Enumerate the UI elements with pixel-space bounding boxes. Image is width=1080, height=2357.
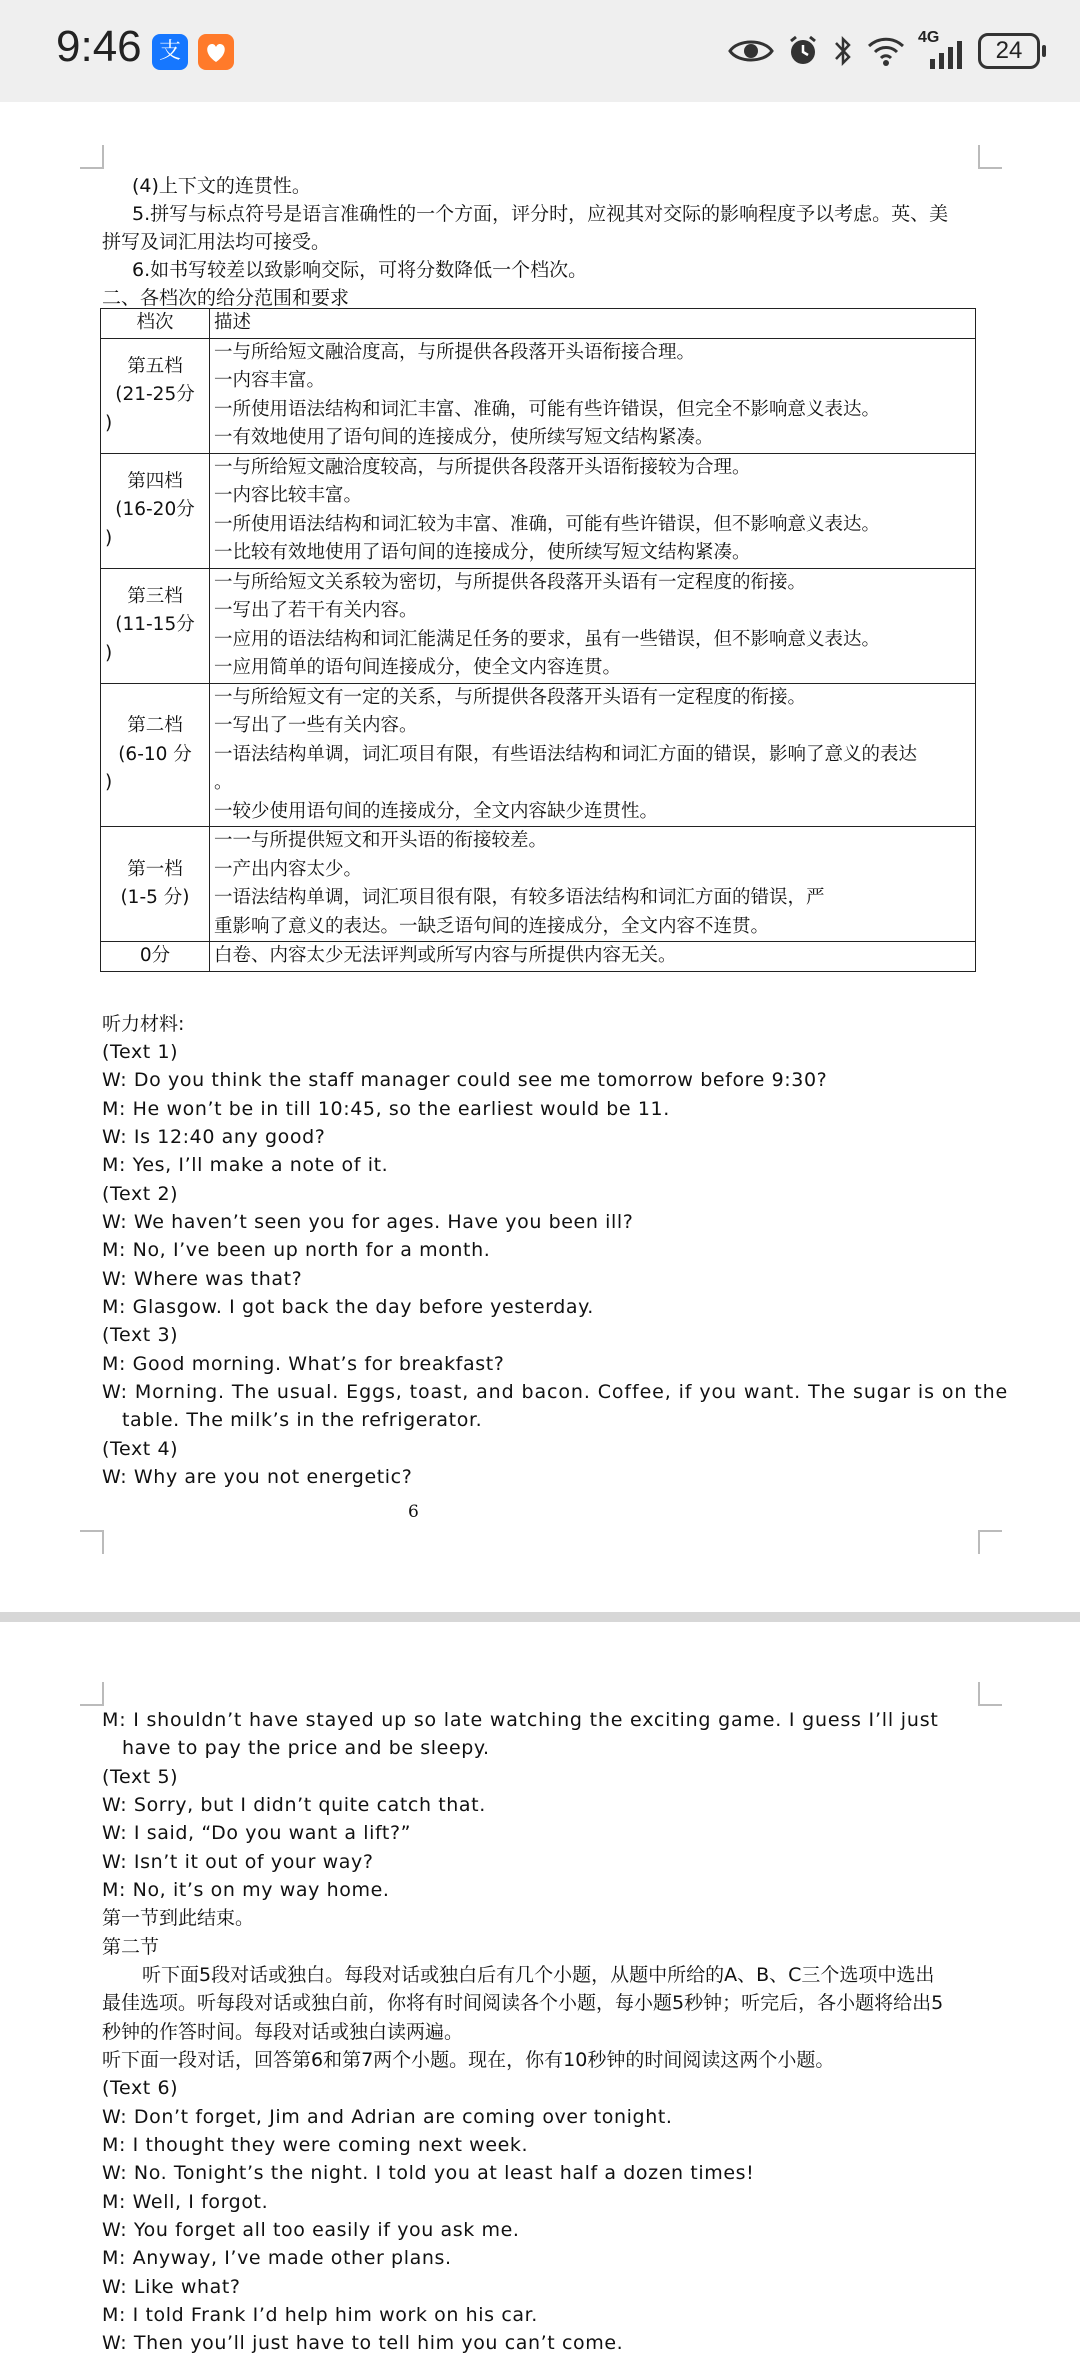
section-heading: 第二节 [102,1936,160,1958]
network-type: 4G [918,29,940,46]
transcript-line: W: Sorry, but I didn’t quite catch that. [102,1794,486,1816]
listening-heading: 听力材料: [102,1013,185,1035]
crop-mark [978,1530,1002,1554]
level-cell: 第五档 (21-25分 ) [101,338,210,453]
description-cell: 一与所给短文有一定的关系，与所提供各段落开头语有一定程度的衔接。 一写出了一些有关内容。 一语法结构单调，词汇项目有限，有些语法结构和词汇方面的错误，影响了意义的表达 。 一较少使用语句间的连接成分，全文内容缺少连贯性。 [210,683,976,827]
battery-indicator: 24 [978,33,1040,69]
instruction-line: 听下面5段对话或独白。每段对话或独白后有几个小题，从题中所给的A、B、C三个选项中选出 [142,1964,935,1986]
scoring-note: 6.如书写较差以致影响交际，可将分数降低一个档次。 [132,259,588,281]
transcript-line: M: Well, I forgot. [102,2191,269,2213]
transcript-line: W: You forget all too easily if you ask me. [102,2219,520,2241]
description-cell: 白卷、内容太少无法评判或所写内容与所提供内容无关。 [210,942,976,972]
eye-icon [728,36,774,66]
level-cell: 第二档 (6-10 分 ) [101,683,210,827]
page-separator [0,1612,1080,1622]
table-row [101,453,976,568]
section-heading: 二、各档次的给分范围和要求 [102,287,350,309]
transcript-line: M: Yes, I’ll make a note of it. [102,1154,389,1176]
description-cell: 一与所给短文关系较为密切，与所提供各段落开头语有一定程度的衔接。 一写出了若干有关内容。 一应用的语法结构和词汇能满足任务的要求，虽有一些错误，但不影响意义表达。 一应用简单的语句间连接成分，使全文内容连贯。 [210,568,976,683]
transcript-line: (Text 1) [102,1041,179,1063]
alarm-icon [786,34,820,68]
table-row [101,942,976,972]
transcript-line: M: No, it’s on my way home. [102,1879,390,1901]
section-note: 第一节到此结束。 [102,1907,255,1929]
crop-mark [80,1682,104,1706]
transcript-line: W: No. Tonight’s the night. I told you at least half a dozen times! [102,2162,755,2184]
table-header-row [101,309,976,339]
description-cell: 一与所给短文融洽度高，与所提供各段落开头语衔接合理。 一内容丰富。 一所使用语法结构和词汇丰富、准确，可能有些许错误，但完全不影响意义表达。 一有效地使用了语句间的连接成分，使所续写短文结构紧凑。 [210,338,976,453]
scoring-note: 拼写及词汇用法均可接受。 [102,231,331,253]
transcript-line: have to pay the price and be sleepy. [122,1737,490,1759]
table-row [101,683,976,827]
instruction-line: 秒钟的作答时间。每段对话或独白读两遍。 [102,2021,464,2043]
level-cell: 0分 [101,942,210,972]
scoring-note: (4)上下文的连贯性。 [132,175,311,197]
bluetooth-icon [832,34,854,68]
scoring-table [100,308,976,972]
transcript-line: W: Isn’t it out of your way? [102,1851,374,1873]
status-bar [0,0,1080,102]
transcript-line: M: He won’t be in till 10:45, so the earliest would be 11. [102,1098,670,1120]
level-cell: 第三档 (11-15分 ) [101,568,210,683]
transcript-line: W: Like what? [102,2276,241,2298]
scoring-note: 5.拼写与标点符号是语言准确性的一个方面，评分时，应视其对交际的影响程度予以考虑。英、美 [132,203,949,225]
transcript-line: M: I told Frank I’d help him work on his car. [102,2304,538,2326]
table-row [101,338,976,453]
crop-mark [80,145,104,169]
instruction-line: 最佳选项。听每段对话或独白前，你将有时间阅读各个小题，每小题5秒钟；听完后，各小题将给出5 [102,1992,944,2014]
table-row [101,568,976,683]
transcript-line: M: Glasgow. I got back the day before yesterday. [102,1296,594,1318]
transcript-line: (Text 4) [102,1438,179,1460]
transcript-line: M: Anyway, I’ve made other plans. [102,2247,452,2269]
transcript-line: table. The milk’s in the refrigerator. [122,1409,483,1431]
level-cell: 第四档 (16-20分 ) [101,453,210,568]
transcript-line: (Text 2) [102,1183,179,1205]
transcript-line: M: No, I’ve been up north for a month. [102,1239,491,1261]
transcript-line: W: I said, “Do you want a lift?” [102,1822,412,1844]
signal-icon [918,29,966,69]
transcript-line: (Text 3) [102,1324,179,1346]
table-header: 档次 [101,309,210,339]
transcript-line: (Text 6) [102,2077,179,2099]
instruction-line: 听下面一段对话，回答第6和第7两个小题。现在，你有10秒钟的时间阅读这两个小题。 [102,2049,835,2071]
alipay-icon: 支 [152,34,188,70]
crop-mark [978,145,1002,169]
transcript-line: W: Do you think the staff manager could see me tomorrow before 9:30? [102,1069,828,1091]
table-header: 描述 [210,309,976,339]
transcript-line: W: Morning. The usual. Eggs, toast, and bacon. Coffee, if you want. The sugar is on the [102,1381,1009,1403]
health-app-icon [198,34,234,70]
status-icons [728,28,1040,74]
transcript-line: M: I shouldn’t have stayed up so late watching the exciting game. I guess I’ll just [102,1709,939,1731]
transcript-line: W: Don’t forget, Jim and Adrian are coming over tonight. [102,2106,673,2128]
table-row [101,827,976,942]
page-number: 6 [408,1502,419,1522]
crop-mark [978,1682,1002,1706]
description-cell: 一与所给短文融洽度较高，与所提供各段落开头语衔接较为合理。 一内容比较丰富。 一所使用语法结构和词汇较为丰富、准确，可能有些许错误，但不影响意义表达。 一比较有效地使用了语句间的连接成分，使所续写短文结构紧凑。 [210,453,976,568]
status-time: 9:46 [56,22,142,71]
transcript-line: (Text 5) [102,1766,179,1788]
level-cell: 第一档 (1-5 分) [101,827,210,942]
transcript-line: W: Where was that? [102,1268,303,1290]
transcript-line: M: Good morning. What’s for breakfast? [102,1353,505,1375]
transcript-line: W: Why are you not energetic? [102,1466,413,1488]
description-cell: 一一与所提供短文和开头语的衔接较差。 一产出内容太少。 一语法结构单调，词汇项目很有限，有较多语法结构和词汇方面的错误，严 重影响了意义的表达。一缺乏语句间的连接成分，全文内容不连贯。 [210,827,976,942]
wifi-icon [866,35,906,67]
transcript-line: W: We haven’t seen you for ages. Have you been ill? [102,1211,634,1233]
transcript-line: M: I thought they were coming next week. [102,2134,529,2156]
transcript-line: W: Then you’ll just have to tell him you can’t come. [102,2332,624,2354]
crop-mark [80,1530,104,1554]
transcript-line: W: Is 12:40 any good? [102,1126,326,1148]
